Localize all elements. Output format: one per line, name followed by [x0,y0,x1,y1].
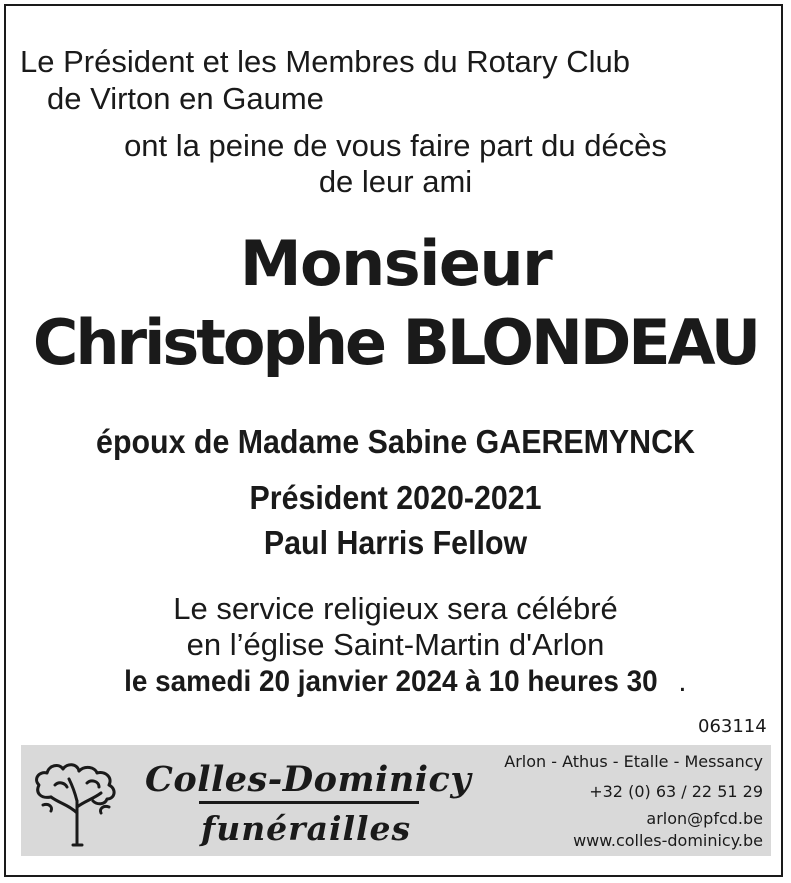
email-link[interactable]: arlon@pfcd.be [646,809,763,828]
header-line-3: ont la peine de vous faire part du décès [124,128,667,163]
header-line-4: de leur ami [318,164,473,199]
honor-line: Paul Harris Fellow [263,524,528,561]
phone-text: +32 (0) 63 / 22 51 29 [589,782,763,801]
brand-divider [199,801,419,804]
locations-text: Arlon - Athus - Etalle - Messancy [504,752,763,771]
website-link[interactable]: www.colles-dominicy.be [573,831,763,850]
service-line-1: Le service religieux sera célébré [173,591,618,626]
deceased-title: Monsieur [239,227,552,300]
spouse-line: époux de Madame Sabine GAEREMYNCK [96,423,695,460]
tree-icon [29,753,129,849]
brand-subtitle: funérailles [201,809,412,848]
header-line-2: de Virton en Gaume [47,81,324,116]
role-line: Président 2020-2021 [249,479,542,516]
deceased-name: Christophe BLONDEAU [32,306,759,379]
funeral-home-banner [21,745,771,856]
service-date: le samedi 20 janvier 2024 à 10 heures 30 [124,665,659,698]
service-date-period: . [678,665,687,698]
reference-number: 063114 [698,716,767,737]
service-line-2: en l’église Saint-Martin d'Arlon [186,627,605,662]
brand-name: Colles-Dominicy [145,759,472,800]
service-date-line [0,667,791,697]
header-line-1: Le Président et les Membres du Rotary Club [20,44,630,79]
